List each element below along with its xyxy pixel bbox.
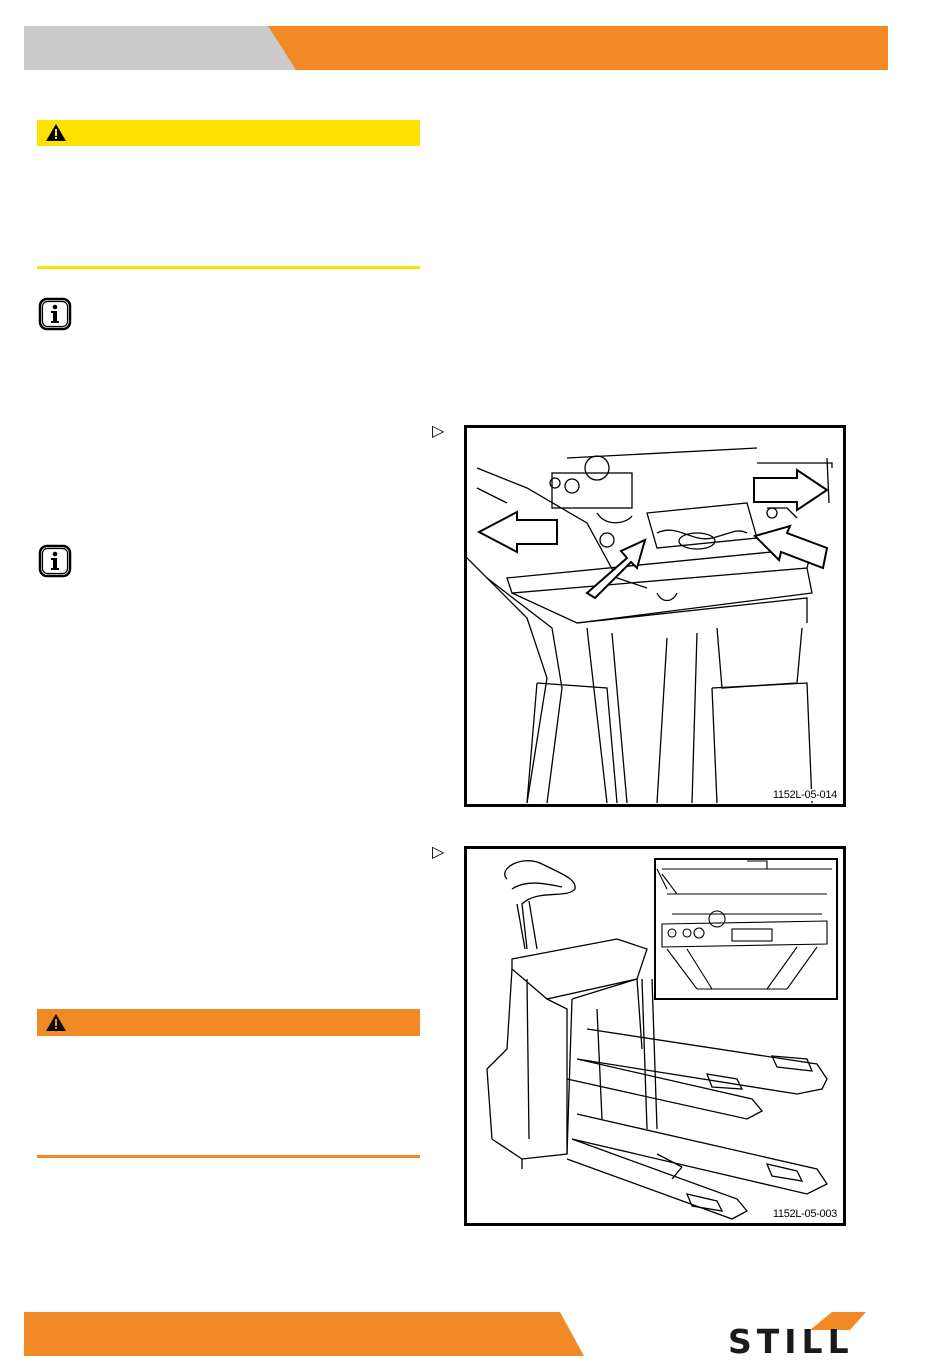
header-grey-band <box>24 26 304 70</box>
figure-battery-compartment <box>464 425 846 807</box>
figure-marker-arrow: ▷ <box>432 844 445 861</box>
warning-bar <box>37 120 420 146</box>
figure-marker-arrow: ▷ <box>432 423 445 440</box>
caution-bottom-rule <box>37 1155 420 1158</box>
logo-text: STILL <box>728 1322 854 1361</box>
header-orange-band <box>268 26 888 70</box>
pallet-truck-drawing <box>467 849 843 1223</box>
battery-compartment-drawing <box>467 428 843 804</box>
info-icon <box>38 544 72 578</box>
figure-label: 1152L-05-003 <box>772 1208 837 1220</box>
warning-triangle-icon <box>45 123 67 142</box>
figure-label: 1152L-05-014 <box>772 789 837 801</box>
warning-bottom-rule <box>37 266 420 269</box>
figure-pallet-truck-overview <box>464 846 846 1226</box>
info-icon <box>38 297 72 331</box>
caution-bar <box>37 1009 420 1036</box>
footer-orange-band <box>24 1312 584 1356</box>
still-logo <box>728 1310 890 1361</box>
warning-triangle-icon <box>45 1013 67 1032</box>
